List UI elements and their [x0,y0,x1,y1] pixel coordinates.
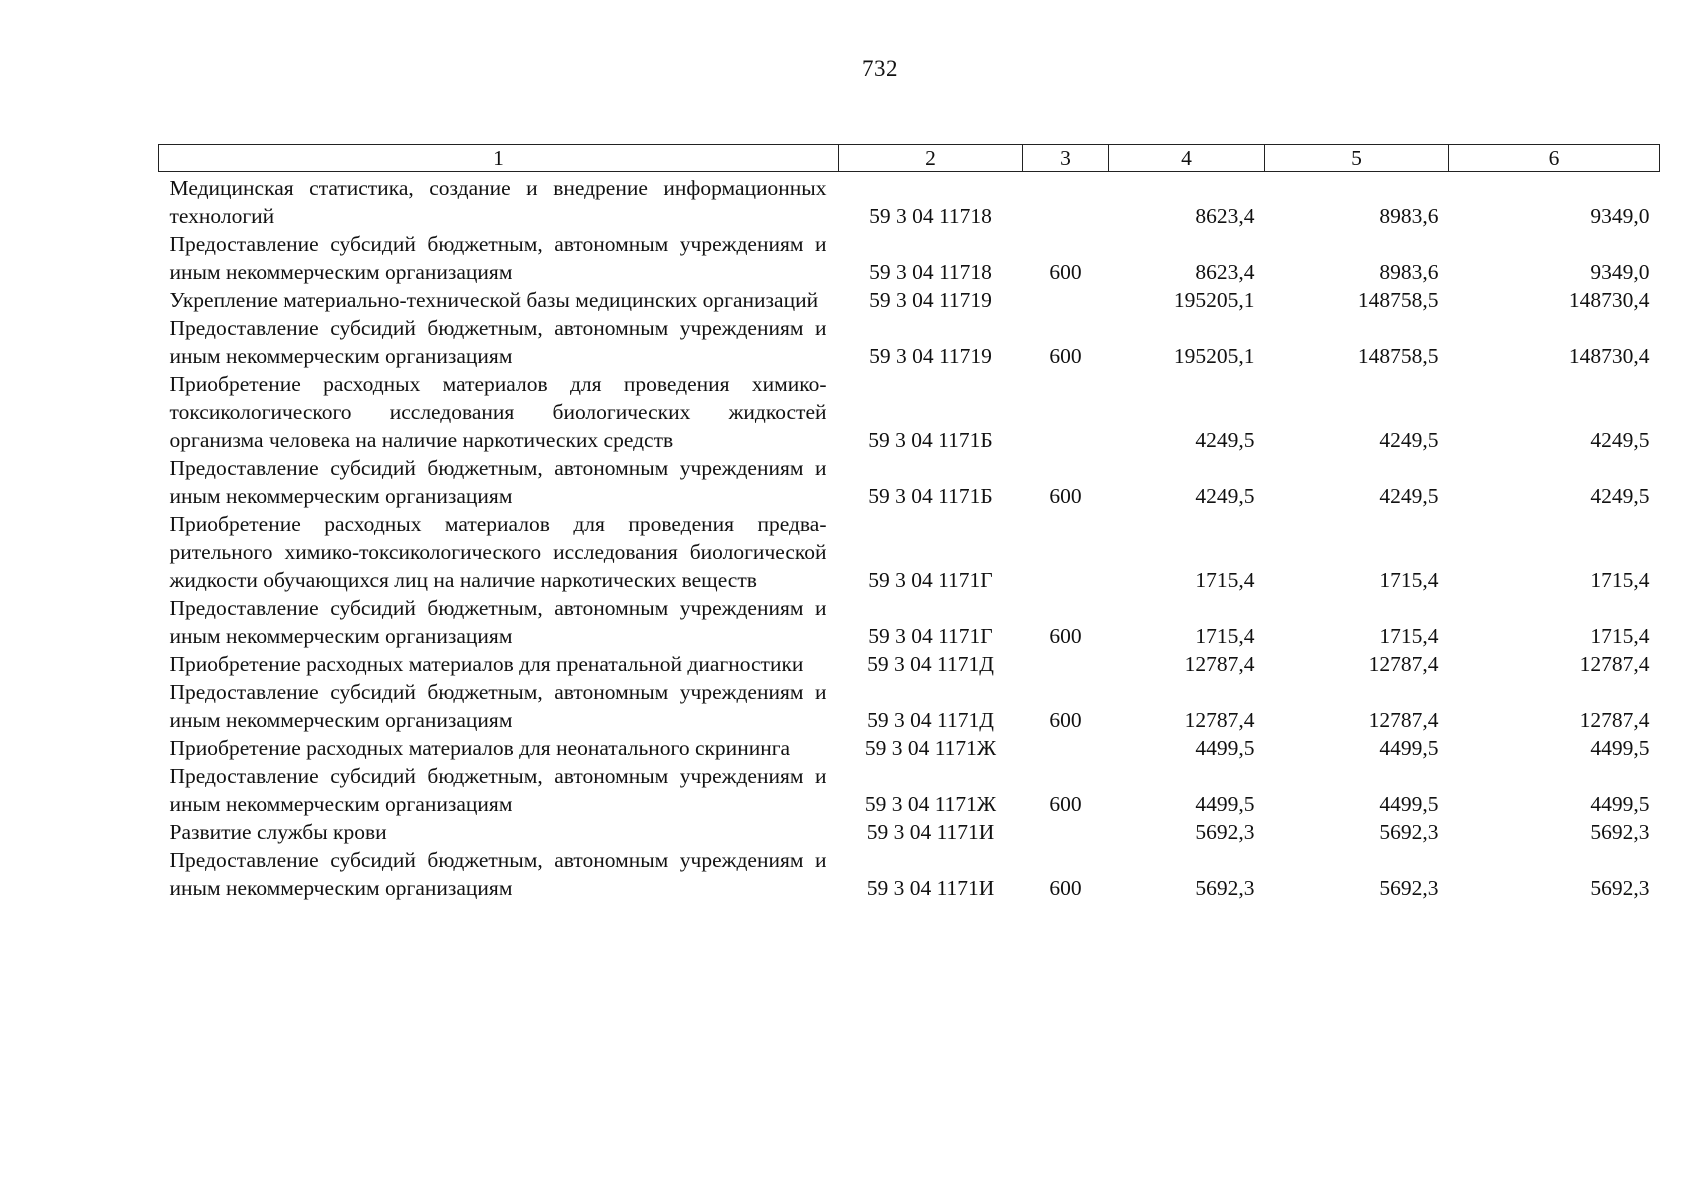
row-value-col6: 4499,5 [1590,792,1650,816]
row-value-col5: 5692,3 [1379,820,1439,844]
table-row [159,510,1660,594]
row-expense-type [1023,734,1109,762]
budget-table [158,144,1660,902]
row-code: 59 3 04 11718 [869,204,992,228]
row-value-col6: 148730,4 [1568,288,1650,312]
row-value-col5: 12787,4 [1368,652,1439,676]
row-value-col5: 1715,4 [1379,568,1439,592]
row-expense-type: 600 [1049,876,1082,900]
row-value-col6: 9349,0 [1590,204,1650,228]
row-value-col5: 1715,4 [1379,624,1439,648]
row-expense-type [1023,818,1109,846]
row-value-col4: 4249,5 [1195,428,1255,452]
row-expense-type: 600 [1049,792,1082,816]
row-description: Предоставление субсидий бюджетным, автономным учреждениям и иным некоммерческим организациям [169,456,827,508]
row-value-col6: 5692,3 [1590,876,1650,900]
row-value-col5: 12787,4 [1368,708,1439,732]
row-value-col4: 195205,1 [1173,288,1255,312]
row-code: 59 3 04 11718 [869,260,992,284]
row-code: 59 3 04 11719 [869,288,992,312]
row-value-col4: 4499,5 [1195,792,1255,816]
row-value-col6: 4249,5 [1590,484,1650,508]
row-code: 59 3 04 1171Ж [864,736,997,760]
row-value-col6: 1715,4 [1590,624,1650,648]
row-value-col4: 12787,4 [1184,652,1255,676]
table-row [159,286,1660,314]
header-col-3: 3 [1023,145,1109,172]
row-value-col5: 8983,6 [1379,260,1439,284]
row-expense-type: 600 [1049,708,1082,732]
row-code: 59 3 04 1171Г [868,568,993,592]
row-expense-type: 600 [1049,624,1082,648]
table-row [159,370,1660,454]
row-expense-type [1023,650,1109,678]
row-description: Предоставление субсидий бюджетным, автономным учреждениям и иным некоммерческим организациям [169,232,827,284]
table-body [159,172,1660,903]
row-value-col4: 1715,4 [1195,568,1255,592]
row-expense-type [1023,172,1109,231]
table-row [159,454,1660,510]
table-row [159,172,1660,231]
row-value-col5: 148758,5 [1357,344,1439,368]
row-expense-type: 600 [1049,344,1082,368]
table-row [159,678,1660,734]
row-value-col4: 4499,5 [1195,736,1255,760]
row-value-col6: 12787,4 [1579,652,1650,676]
row-value-col4: 1715,4 [1195,624,1255,648]
row-description: Медицинская статистика, создание и внедрение информационных технологий [169,176,827,228]
header-row [159,145,1660,172]
row-value-col5: 4499,5 [1379,736,1439,760]
row-value-col5: 8983,6 [1379,204,1439,228]
row-description: Приобретение расходных материалов для проведения предварительного химико-токсикологического исследования биологической жидкости обучающихся лиц на наличие наркотических веществ [169,512,827,592]
row-description: Предоставление субсидий бюджетным, автономным учреждениям и иным некоммерческим организациям [169,680,827,732]
row-value-col4: 5692,3 [1195,820,1255,844]
row-value-col6: 148730,4 [1568,344,1650,368]
table-row [159,762,1660,818]
row-expense-type [1023,370,1109,454]
row-value-col4: 195205,1 [1173,344,1255,368]
row-description: Развитие службы крови [169,820,387,844]
row-value-col6: 9349,0 [1590,260,1650,284]
row-description: Приобретение расходных материалов для неонатального скрининга [169,736,791,760]
table-row [159,734,1660,762]
row-expense-type: 600 [1049,260,1082,284]
row-expense-type [1023,286,1109,314]
row-value-col4: 12787,4 [1184,708,1255,732]
header-col-4: 4 [1109,145,1265,172]
row-value-col6: 4499,5 [1590,736,1650,760]
row-value-col6: 12787,4 [1579,708,1650,732]
table-row [159,594,1660,650]
row-description: Предоставление субсидий бюджетным, автономным учреждениям и иным некоммерческим организациям [169,316,827,368]
page-number: 732 [862,56,898,81]
row-description: Предоставление субсидий бюджетным, автономным учреждениям и иным некоммерческим организациям [169,596,827,648]
header-col-5: 5 [1265,145,1449,172]
row-code: 59 3 04 1171Д [867,708,994,732]
row-code: 59 3 04 1171Б [868,484,993,508]
row-value-col4: 4249,5 [1195,484,1255,508]
table-row [159,314,1660,370]
table-row [159,846,1660,902]
row-value-col5: 4249,5 [1379,484,1439,508]
table-row [159,230,1660,286]
row-value-col6: 5692,3 [1590,820,1650,844]
row-value-col5: 4499,5 [1379,792,1439,816]
header-col-1: 1 [159,145,839,172]
row-value-col4: 5692,3 [1195,876,1255,900]
row-code: 59 3 04 1171Ж [864,792,997,816]
row-code: 59 3 04 11719 [869,344,992,368]
row-value-col6: 4249,5 [1590,428,1650,452]
row-value-col6: 1715,4 [1590,568,1650,592]
row-code: 59 3 04 1171Б [868,428,993,452]
row-value-col4: 8623,4 [1195,260,1255,284]
header-col-2: 2 [839,145,1023,172]
row-value-col5: 5692,3 [1379,876,1439,900]
row-value-col5: 4249,5 [1379,428,1439,452]
row-code: 59 3 04 1171И [866,820,995,844]
row-description: Приобретение расходных материалов для пренатальной диагностики [169,652,804,676]
table-header [159,145,1660,172]
table-row [159,650,1660,678]
row-value-col4: 8623,4 [1195,204,1255,228]
row-expense-type: 600 [1049,484,1082,508]
row-code: 59 3 04 1171Г [868,624,993,648]
header-col-6: 6 [1449,145,1660,172]
row-code: 59 3 04 1171Д [867,652,994,676]
table-row [159,818,1660,846]
row-description: Предоставление субсидий бюджетным, автономным учреждениям и иным некоммерческим организациям [169,848,827,900]
row-description: Предоставление субсидий бюджетным, автономным учреждениям и иным некоммерческим организациям [169,764,827,816]
row-description: Приобретение расходных материалов для проведения химико-токсикологического исследования биологических жидкостей организма человека на наличие наркотических средств [169,372,827,452]
row-expense-type [1023,510,1109,594]
row-description: Укрепление материально-технической базы медицинских организаций [169,288,819,312]
row-value-col5: 148758,5 [1357,288,1439,312]
row-code: 59 3 04 1171И [866,876,995,900]
